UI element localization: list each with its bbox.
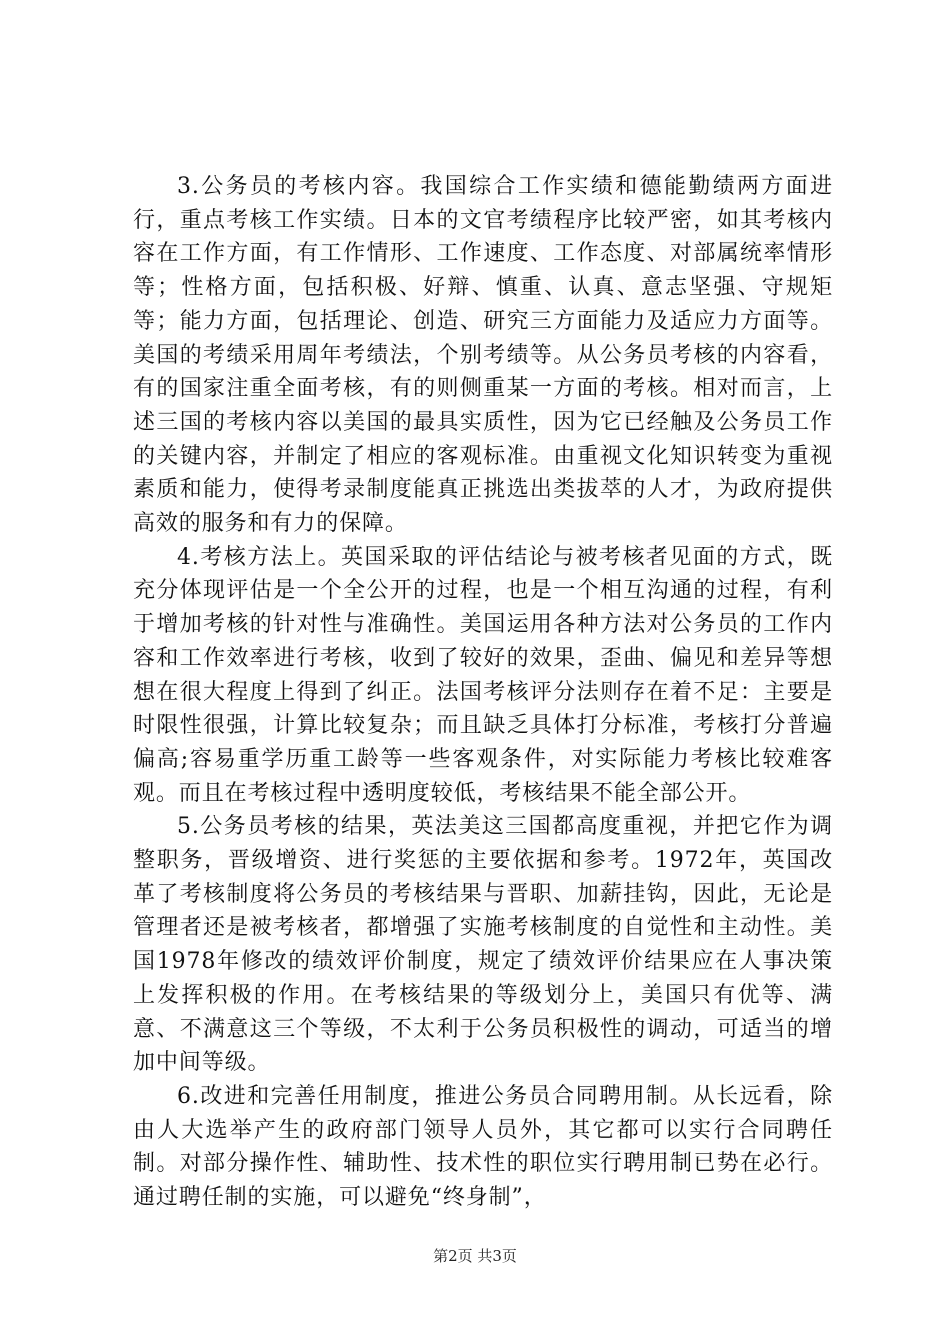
page-number-footer: 第2页 共3页 — [433, 1247, 517, 1265]
paragraph-assessment-results: 5.公务员考核的结果，英法美这三国都高度重视，并把它作为调整职务，晋级增资、进行奖惩的主要依据和参考。1972年，英国改革了考核制度将公务员的考核结果与晋职、加薪挂钩，因此，无论是管理者还是被考核者，都增强了实施考核制度的自觉性和主动性。美国1978年修改的绩效评价制度，规定了绩效评价结果应在人事决策上发挥积极的作用。在考核结果的等级划分上，美国只有优等、满意、不满意这三个等级，不太利于公务员积极性的调动，可适当的增加中间等级。 — [133, 814, 833, 1076]
paragraph-assessment-method: 4.考核方法上。英国采取的评估结论与被考核者见面的方式，既充分体现评估是一个全公开的过程，也是一个相互沟通的过程，有利于增加考核的针对性与准确性。美国运用各种方法对公务员的工作内容和工作效率进行考核，收到了较好的效果，歪曲、偏见和差异等想想在很大程度上得到了纠正。法国考核评分法则存在着不足：主要是时限性很强，计算比较复杂；而且缺乏具体打分标准，考核打分普遍偏高;容易重学历重工龄等一些客观条件，对实际能力考核比较难客观。而且在考核过程中透明度较低，考核结果不能全部公开。 — [133, 544, 833, 806]
paragraph-assessment-content: 3.公务员的考核内容。我国综合工作实绩和德能勤绩两方面进行，重点考核工作实绩。日本的文官考绩程序比较严密，如其考核内容在工作方面，有工作情形、工作速度、工作态度、对部属统率情形等；性格方面，包括积极、好辩、慎重、认真、意志坚强、守规矩等；能力方面，包括理论、创造、研究三方面能力及适应力方面等。美国的考绩采用周年考绩法，个别考绩等。从公务员考核的内容看，有的国家注重全面考核，有的则侧重某一方面的考核。相对而言，上述三国的考核内容以美国的最具实质性，因为它已经触及公务员工作的关键内容，并制定了相应的客观标准。由重视文化知识转变为重视素质和能力，使得考录制度能真正挑选出类拔萃的人才，为政府提供高效的服务和有力的保障。 — [133, 174, 833, 537]
document-body — [133, 170, 833, 1215]
paragraph-appointment-system: 6.改进和完善任用制度，推进公务员合同聘用制。从长远看，除由人大选举产生的政府部门领导人员外，其它都可以实行合同聘任制。对部分操作性、辅助性、技术性的职位实行聘用制已势在必行。通过聘任制的实施，可以避免“终身制”， — [133, 1083, 833, 1211]
